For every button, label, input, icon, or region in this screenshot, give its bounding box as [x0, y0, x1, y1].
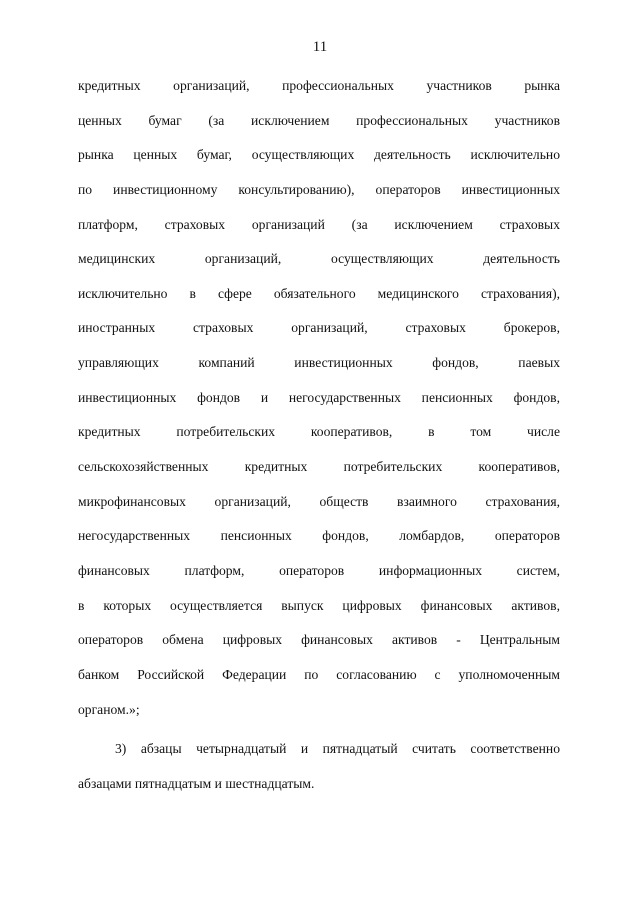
- text-line: кредитных организаций, профессиональных участников рынка: [78, 78, 560, 93]
- main-paragraph: [78, 77, 560, 735]
- text-line: иностранных страховых организаций, страховых брокеров,: [78, 320, 560, 336]
- item-3-paragraph: [78, 740, 560, 809]
- text-line: исключительно в сфере обязательного медицинского страхования),: [78, 285, 560, 301]
- text-line: сельскохозяйственных кредитных потребительских кооперативов,: [78, 459, 560, 475]
- text-line: операторов обмена цифровых финансовых активов - Центральным: [78, 632, 560, 648]
- text-line: управляющих компаний инвестиционных фондов, паевых: [78, 355, 560, 371]
- text-line: негосударственных пенсионных фондов, ломбардов, операторов: [78, 528, 560, 544]
- text-line: кредитных потребительских кооперативов, в том числе: [78, 424, 560, 440]
- text-line: банком Российской Федерации по согласованию с уполномоченным: [78, 666, 560, 682]
- text-line: органом.»;: [78, 701, 140, 717]
- text-line: медицинских организаций, осуществляющих деятельность: [78, 251, 560, 267]
- text-line: 3) абзацы четырнадцатый и пятнадцатый считать соответственно: [115, 741, 560, 756]
- text-line: по инвестиционному консультированию), операторов инвестиционных: [78, 181, 560, 197]
- text-line: финансовых платформ, операторов информационных систем,: [78, 562, 560, 578]
- text-line: платформ, страховых организаций (за исключением страховых: [78, 216, 560, 232]
- page-number: 11: [312, 39, 328, 55]
- text-line: ценных бумаг (за исключением профессиональных участников: [78, 112, 560, 128]
- text-line: микрофинансовых организаций, обществ взаимного страхования,: [78, 493, 560, 509]
- text-line: инвестиционных фондов и негосударственных пенсионных фондов,: [78, 389, 560, 405]
- text-line: рынка ценных бумаг, осуществляющих деятельность исключительно: [78, 147, 560, 163]
- text-line: в которых осуществляется выпуск цифровых финансовых активов,: [78, 597, 560, 613]
- text-line: абзацами пятнадцатым и шестнадцатым.: [78, 775, 315, 791]
